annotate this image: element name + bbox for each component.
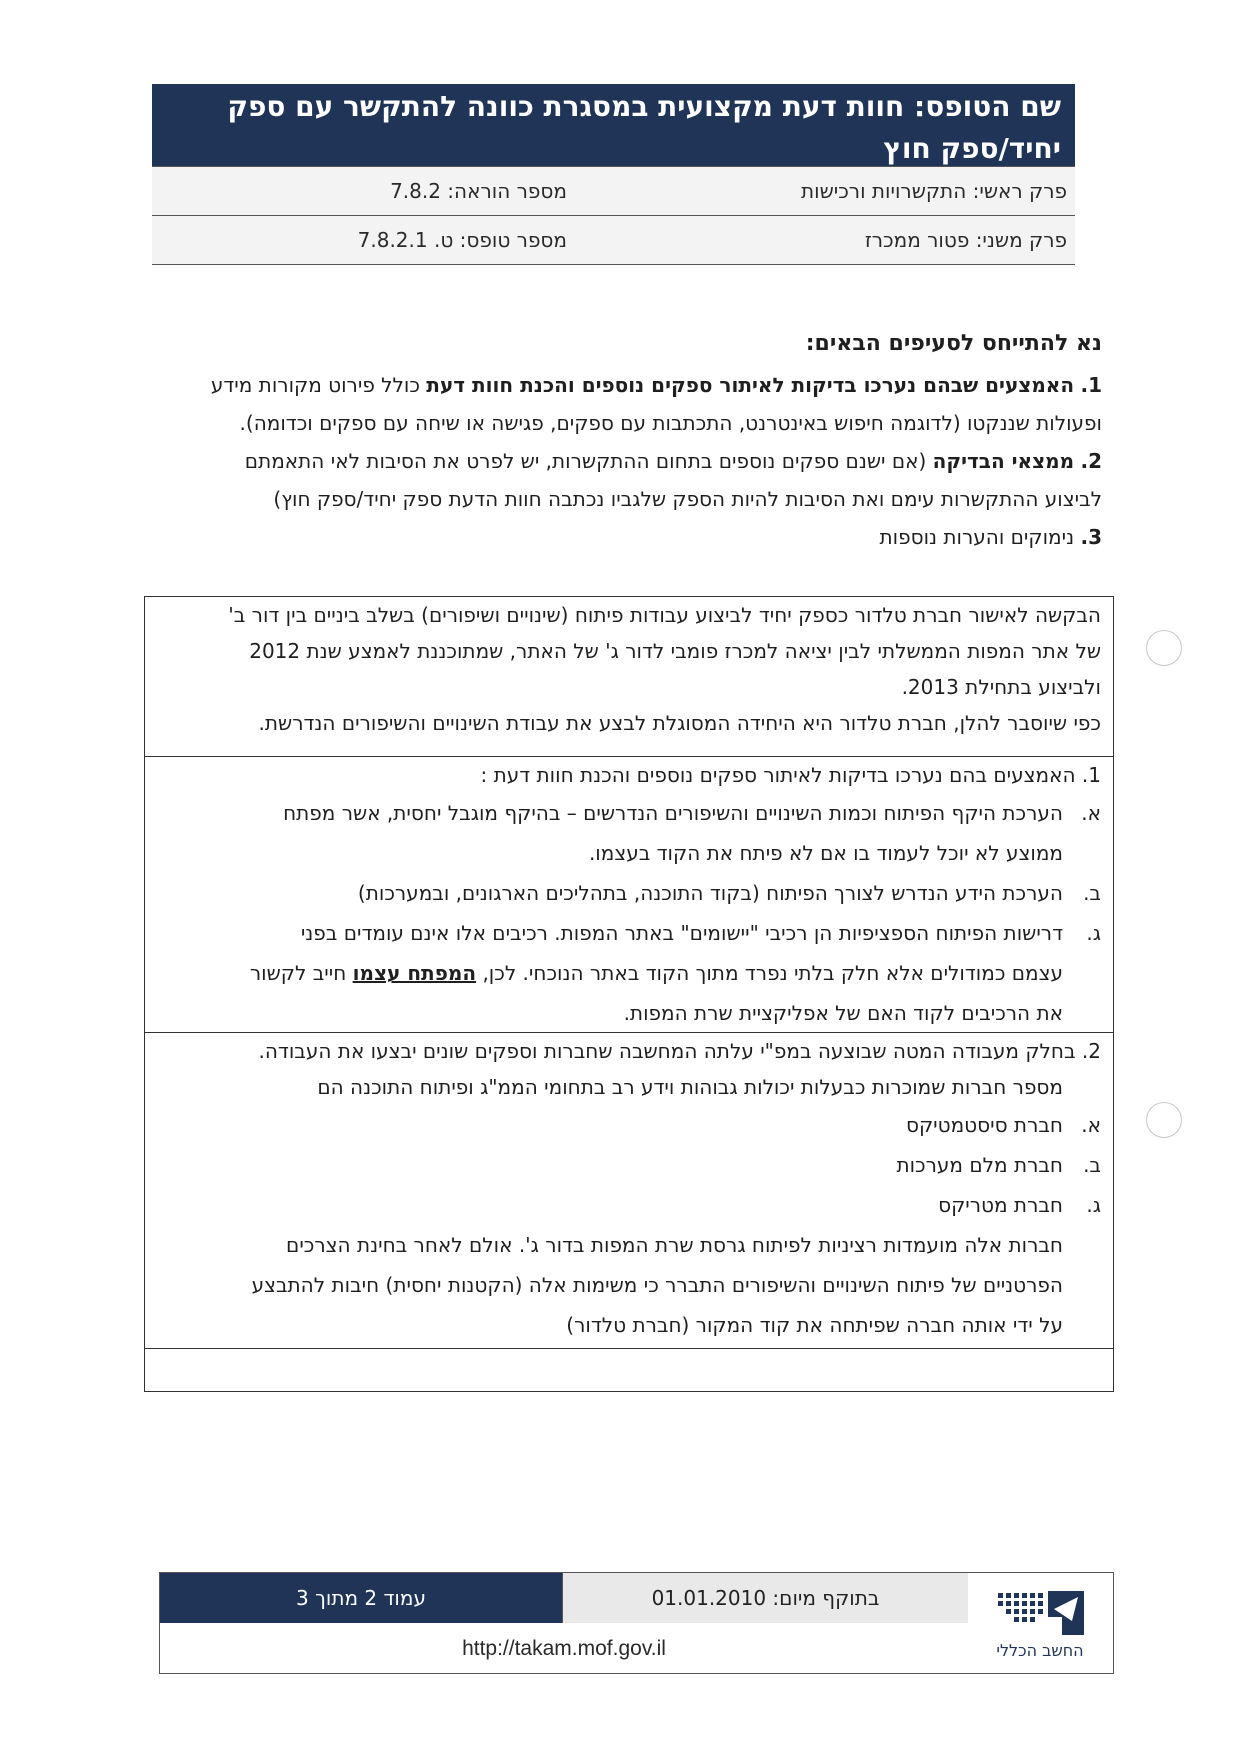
form-header: [152, 84, 1075, 265]
item-letter: ג.: [1086, 921, 1101, 945]
item-letter: ב.: [1083, 1153, 1101, 1177]
item-letter: ב.: [1083, 881, 1101, 905]
instruction-number: מספר הוראה: 7.8.2: [390, 179, 567, 203]
request-line: של אתר המפות הממשלתי לבין יציאה למכרז פומבי לדור ג' של האתר, שמתוכננת לאמצע שנת 2012: [249, 639, 1101, 663]
instruction-bold: האמצעים שבהם נערכו בדיקות לאיתור ספקים נוספים והכנת חוות דעת: [426, 373, 1075, 397]
item-line-with-underline: [157, 953, 1063, 993]
request-cell: [145, 597, 1113, 757]
request-line: ולביצוע בתחילת 2013.: [901, 675, 1101, 699]
instruction-text: (אם ישנם ספקים נוספים בתחום ההתקשרות, יש לפרט את הסיבות לאי התאמתם: [244, 449, 933, 473]
form-number: מספר טופס: ט. 7.8.2.1: [357, 228, 567, 252]
meta-row-sub: [152, 216, 1075, 265]
instruction-bold: ממצאי הבדיקה: [932, 449, 1075, 473]
item-letter: ג.: [1086, 1193, 1101, 1217]
effective-date: בתוקף מיום: 01.01.2010: [562, 1573, 968, 1623]
request-line: הבקשה לאישור חברת טלדור כספק יחיד לביצוע עבודות פיתוח (שינויים ושיפורים) בשלב ביניים בין דור ב': [228, 603, 1101, 627]
instruction-number: 2.: [1080, 449, 1102, 473]
footer-url: http://takam.mof.gov.il: [462, 1637, 666, 1660]
meta-row-main: [152, 166, 1075, 216]
instruction-number: 1.: [1080, 373, 1102, 397]
company-item: [157, 1185, 1101, 1225]
company-item: [157, 1105, 1101, 1145]
instructions-section: [152, 322, 1102, 556]
empty-cell: [145, 1349, 1113, 1393]
instruction-continuation: לביצוע ההתקשרות עימם ואת הסיבות להיות הספק שלגביו נכתבה חוות הדעת ספק יחיד/ספק חוץ): [273, 487, 1102, 511]
item-line: הערכת היקף הפיתוח וכמות השינויים והשיפורים הנדרשים – בהיקף מוגבל יחסית, אשר מפתח: [283, 801, 1063, 825]
page-number: עמוד 2 מתוך 3: [160, 1573, 562, 1623]
instruction-text: נימוקים והערות נוספות: [879, 525, 1081, 549]
measure-item-c: [157, 913, 1101, 1033]
conclusion-line: חברות אלה מועמדות רציניות לפיתוח גרסת שרת המפות בדור ג'. אולם לאחר בחינת הצרכים: [286, 1233, 1063, 1257]
instruction-continuation: ופעולות שננקטו (לדוגמה חיפוש באינטרנט, התכתבות עם ספקים, פגישה או שיחה עם ספקים וכדומה).: [239, 411, 1102, 435]
item-letter: א.: [1081, 801, 1101, 825]
company-item: [157, 1145, 1101, 1185]
background-intro: מספר חברות שמוכרות כבעלות יכולות גבוהות וידע רב בתחומי הממ"ג ופיתוח התוכנה הם: [317, 1075, 1063, 1099]
item-line: ממוצע לא יוכל לעמוד בו אם לא פיתח את הקוד בעצמו.: [588, 841, 1063, 865]
item-line: הערכת הידע הנדרש לצורך הפיתוח (בקוד התוכנה, בתהליכים הארגונים, ובמערכות): [357, 881, 1063, 905]
footer-bar: [160, 1573, 968, 1623]
logo-mark-icon: [992, 1587, 1088, 1639]
item-line: דרישות הפיתוח הספציפיות הן רכיבי "יישומים" באתר המפות. רכיבים אלו אינם עומדים בפני: [300, 921, 1063, 945]
instruction-number: 3.: [1080, 525, 1102, 549]
logo-text: החשב הכללי: [996, 1640, 1084, 1660]
instruction-item-1: [152, 366, 1102, 404]
item-text: חייב לקשור: [249, 961, 353, 985]
instructions-heading: נא להתייחס לסעיפים הבאים:: [805, 331, 1102, 356]
item-line: את הרכיבים לקוד האם של אפליקציית שרת המפות.: [623, 1001, 1063, 1025]
measures-heading: 1. האמצעים בהם נערכו בדיקות לאיתור ספקים נוספים והכנת חוות דעת :: [480, 763, 1101, 787]
measure-item-b: [157, 873, 1101, 913]
item-text: עצמם כמודולים אלא חלק בלתי נפרד מתוך הקוד באתר הנוכחי. לכן,: [476, 961, 1063, 985]
measure-item-a: [157, 793, 1101, 873]
punch-hole: [1146, 630, 1182, 666]
underlined-text: המפתח עצמו: [352, 961, 477, 985]
background-heading: 2. בחלק מעבודה המטה שבוצעה במפ"י עלתה המחשבה שחברות וספקים שונים יבצעו את העבודה.: [258, 1039, 1101, 1063]
conclusion-line: הפרטניים של פיתוח השינויים והשיפורים התברר כי משימות אלה (הקטנות יחסית) חיבות להתבצע: [251, 1273, 1063, 1297]
instruction-text: כולל פירוט מקורות מידע: [210, 373, 427, 397]
measures-cell: [145, 757, 1113, 1033]
sub-chapter: פרק משני: פטור ממכרז: [864, 228, 1067, 252]
background-cell: [145, 1033, 1113, 1349]
main-chapter: פרק ראשי: התקשרויות ורכישות: [800, 179, 1067, 203]
request-summary: כפי שיוסבר להלן, חברת טלדור היא היחידה המסוגלת לבצע את עבודת השינויים והשיפורים הנדרשת.: [258, 711, 1101, 735]
item-letter: א.: [1081, 1113, 1101, 1137]
company-name: חברת סיסטמטיקס: [905, 1113, 1063, 1137]
instruction-item-3: [152, 518, 1102, 556]
company-name: חברת מלם מערכות: [896, 1153, 1063, 1177]
conclusion-line: על ידי אותה חברה שפיתחה את קוד המקור (חברת טלדור): [566, 1313, 1063, 1337]
punch-hole: [1146, 1102, 1182, 1138]
page-footer: [159, 1572, 1114, 1674]
company-name: חברת מטריקס: [938, 1193, 1063, 1217]
accountant-general-logo: [967, 1573, 1113, 1673]
opinion-table: [144, 596, 1114, 1392]
instruction-item-2: [152, 442, 1102, 480]
form-title: שם הטופס: חוות דעת מקצועית במסגרת כוונה להתקשר עם ספק יחיד/ספק חוץ: [152, 84, 1075, 166]
